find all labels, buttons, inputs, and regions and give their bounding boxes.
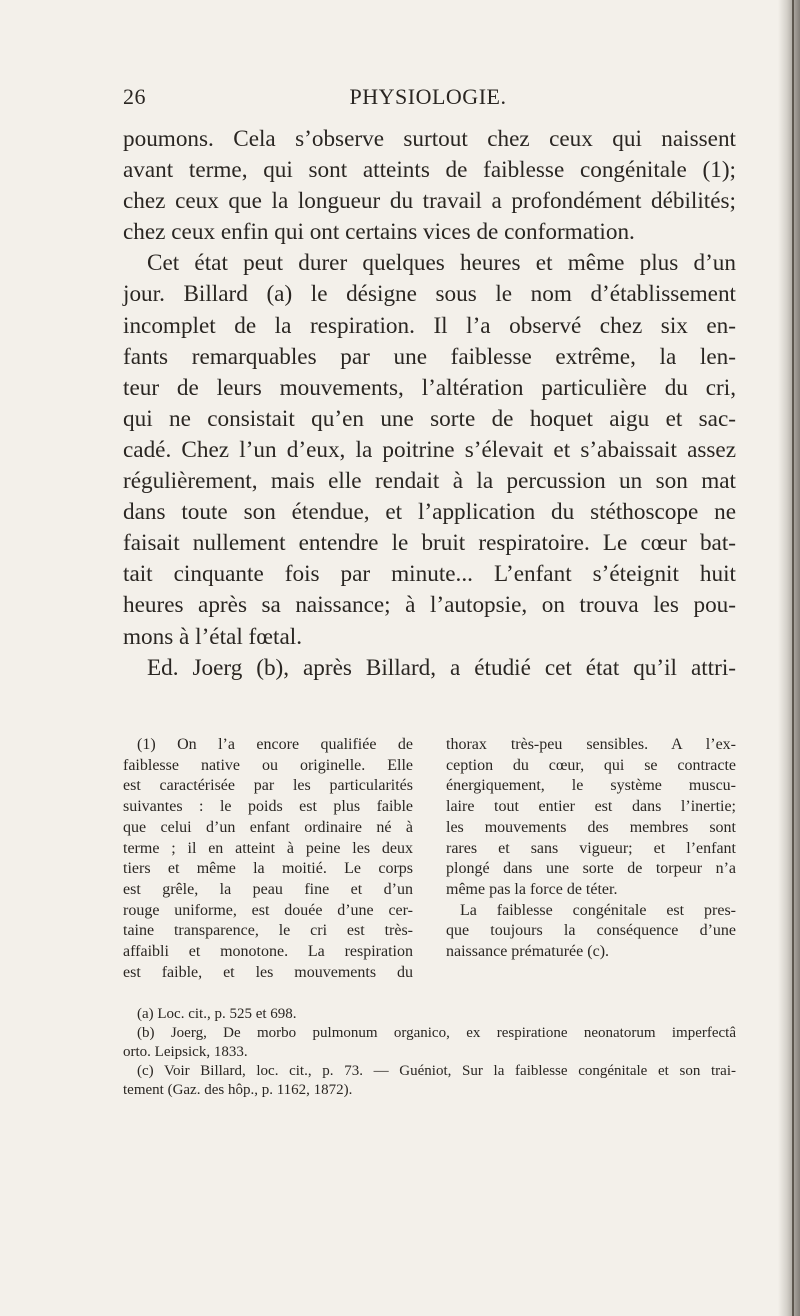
text-line: incomplet de la respiration. Il l’a observé chez six en- (123, 312, 736, 339)
footnote-line: que toujours la conséquence d’une (446, 922, 736, 940)
text-line: tait cinquante fois par minute... L’enfant s’éteignit huit (123, 561, 736, 588)
text-line: chez ceux enfin qui ont certains vices de conformation. (123, 219, 635, 246)
text-line: chez ceux que la longueur du travail a profondément débilités; (123, 188, 736, 215)
footnote-line: est faible, et les mouvements du (123, 963, 413, 981)
page-edge-shadow (778, 0, 800, 1316)
footnote-line: suivantes : le poids est plus faible (123, 798, 413, 816)
footnote-line: affaibli et monotone. La respiration (123, 943, 413, 961)
footnote-line: rouge uniforme, est douée d’une cer- (123, 901, 413, 919)
text-line: Cet état peut durer quelques heures et même plus d’un (147, 250, 736, 277)
text-line: qui ne consistait qu’en une sorte de hoquet aigu et sac- (123, 405, 736, 432)
footnote-line: taine transparence, le cri est très- (123, 922, 413, 940)
footnote-line: naissance prématurée (c). (446, 943, 610, 961)
footnote-line: rares et sans vigueur; et l’enfant (446, 839, 736, 857)
page-edge-line (792, 0, 794, 1316)
footnote-line: (1) On l’a encore qualifiée de (137, 736, 413, 753)
page-number: 26 (123, 84, 146, 109)
text-line: régulièrement, mais elle rendait à la percussion un son mat (123, 468, 736, 495)
reference-line: tement (Gaz. des hôp., p. 1162, 1872). (123, 1082, 353, 1098)
footnote-column-right (446, 735, 736, 963)
text-line: dans toute son étendue, et l’application du stéthoscope ne (123, 499, 736, 526)
footnote-line: les mouvements des membres sont (446, 818, 736, 836)
footnote-line: La faiblesse congénitale est pres- (460, 901, 736, 919)
main-text (123, 124, 736, 684)
footnote-line: terme ; il en atteint à peine les deux (123, 839, 413, 857)
reference-line: orto. Leipsick, 1833. (123, 1044, 248, 1060)
footnote-line: que celui d’un enfant ordinaire né à (123, 818, 413, 836)
footnote-line: est grêle, la peau fine et d’un (123, 880, 413, 898)
footnote-line: faiblesse native ou originelle. Elle (123, 756, 413, 774)
text-line: fants remarquables par une faiblesse extrême, la len- (123, 343, 736, 370)
footnote-line: énergiquement, le système muscu- (446, 777, 736, 795)
text-line: avant terme, qui sont atteints de faiblesse congénitale (1); (123, 157, 736, 184)
footnote-line: tiers et même la moitié. Le corps (123, 860, 413, 878)
text-line: faisait nullement entendre le bruit respiratoire. Le cœur bat- (123, 530, 736, 557)
text-line: heures après sa naissance; à l’autopsie, on trouva les pou- (123, 592, 736, 619)
footnote-column-left (123, 735, 413, 983)
text-line: teur de leurs mouvements, l’altération particulière du cri, (123, 374, 736, 401)
reference-line: (a) Loc. cit., p. 525 et 698. (137, 1006, 297, 1022)
text-line: cadé. Chez l’un d’eux, la poitrine s’élevait et s’abaissait assez (123, 436, 736, 463)
footnote-line: plongé dans une sorte de torpeur n’a (446, 860, 736, 878)
text-line: mons à l’étal fœtal. (123, 623, 303, 650)
footnote-line: laire tout entier est dans l’inertie; (446, 798, 736, 816)
footnote-line: ception du cœur, qui se contracte (446, 756, 736, 774)
text-line: poumons. Cela s’observe surtout chez ceux qui naissent (123, 126, 736, 152)
running-head (123, 84, 733, 114)
reference-line: (c) Voir Billard, loc. cit., p. 73. — Guéniot, Sur la faiblesse congénitale et son trai- (137, 1063, 736, 1079)
footnote-line: même pas la force de téter. (446, 880, 618, 898)
footnote-line: est caractérisée par les particularités (123, 777, 413, 795)
text-line: Ed. Joerg (b), après Billard, a étudié cet état qu’il attri- (147, 654, 736, 681)
footnote-line: thorax très-peu sensibles. A l’ex- (446, 736, 736, 753)
reference-line: (b) Joerg, De morbo pulmonum organico, ex respiratione neonatorum imperfectâ (137, 1025, 736, 1041)
running-title: PHYSIOLOGIE. (349, 84, 507, 109)
references-block (123, 1005, 736, 1100)
text-line: jour. Billard (a) le désigne sous le nom d’établissement (123, 281, 736, 308)
